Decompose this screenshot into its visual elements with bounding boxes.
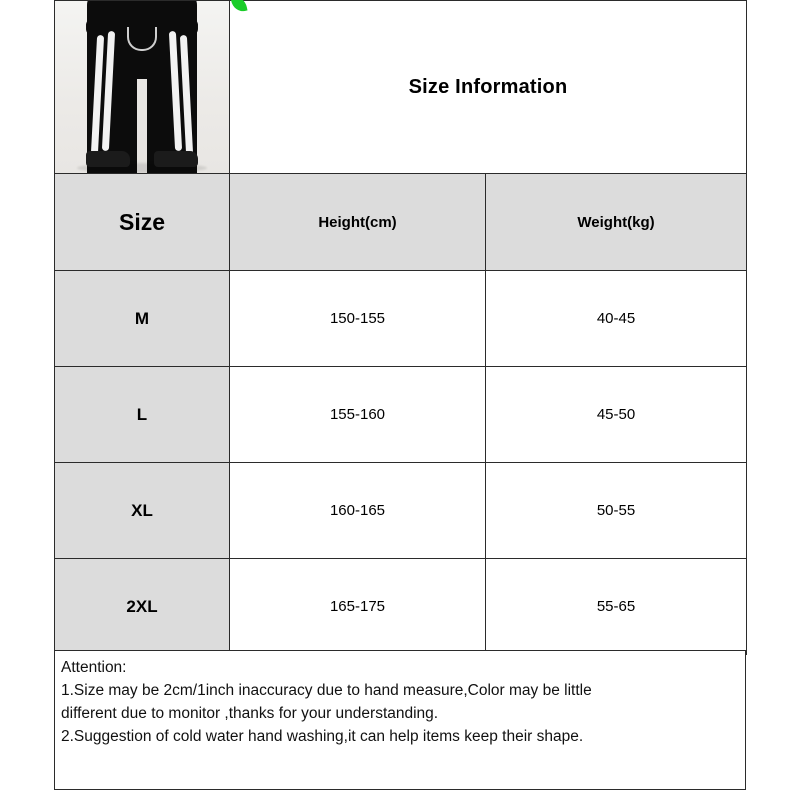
cell-size: M [55,271,230,367]
page-title: Size Information [230,1,747,174]
column-header-height: Height(cm) [230,174,486,271]
photo-shoe [154,151,198,167]
attention-box [54,650,746,790]
cell-weight: 40-45 [486,271,747,367]
cell-weight: 55-65 [486,559,747,655]
cell-height: 155-160 [230,367,486,463]
cell-weight: 50-55 [486,463,747,559]
cell-size: 2XL [55,559,230,655]
cell-size: XL [55,463,230,559]
cell-size: L [55,367,230,463]
table-row [55,367,747,463]
table-header-row [55,174,747,271]
column-header-size: Size [55,174,230,271]
attention-line-3: 2.Suggestion of cold water hand washing,it can help items keep their shape. [61,728,584,745]
size-chart-table [54,0,747,655]
attention-line-1: 1.Size may be 2cm/1inch inaccuracy due to hand measure,Color may be little [61,682,592,699]
table-row [55,271,747,367]
cell-height: 165-175 [230,559,486,655]
product-photo-cell [55,1,230,174]
attention-heading: Attention: [61,659,127,676]
attention-line-2: different due to monitor ,thanks for your understanding. [61,705,439,722]
photo-shoe [86,151,130,167]
table-row [55,463,747,559]
cell-height: 160-165 [230,463,486,559]
cell-weight: 45-50 [486,367,747,463]
cell-height: 150-155 [230,271,486,367]
photo-leg-gap [137,79,147,173]
product-photo-track-pants [55,1,229,173]
table-row [55,559,747,655]
column-header-weight: Weight(kg) [486,174,747,271]
title-row [55,1,747,174]
